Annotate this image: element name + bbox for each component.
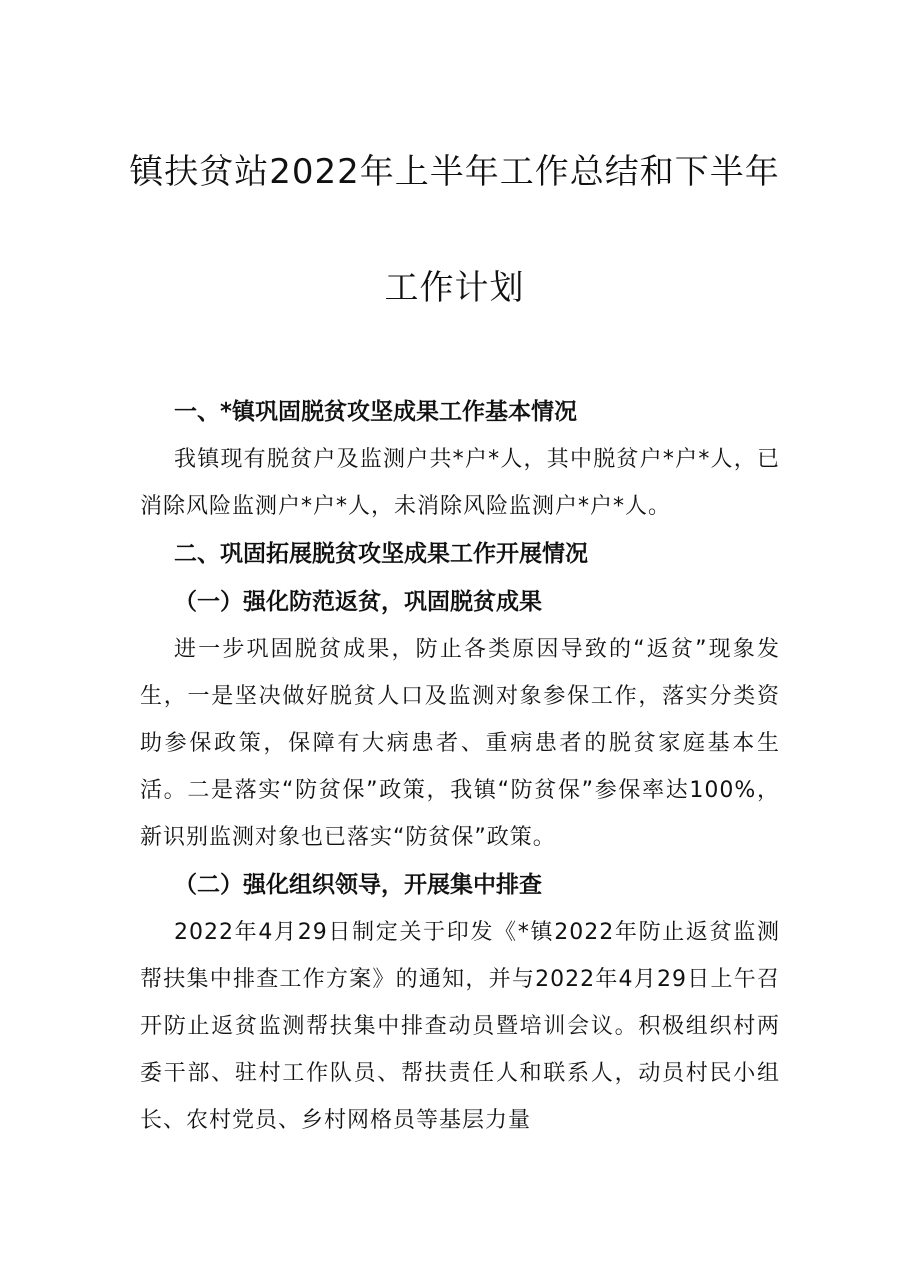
document-title-line-1: 镇扶贫站2022年上半年工作总结和下半年 — [129, 152, 780, 192]
subsection-paragraph-1: 进一步巩固脱贫成果，防止各类原因导致的“返贫”现象发生，一是坚决做好脱贫人口及监测对象参保工作，落实分类资助参保政策，保障有大病患者、重病患者的脱贫家庭基本生活。二是落实“防贫保”政策，我镇“防贫保”参保率达100%，新识别监测对象也已落实“防贫保”政策。 — [140, 637, 780, 850]
section-heading-1: 一、*镇巩固脱贫攻坚成果工作基本情况 — [174, 399, 578, 425]
document-body — [140, 388, 780, 1144]
subsection-paragraph-2: 2022年4月29日制定关于印发《*镇2022年防止返贫监测帮扶集中排查工作方案》的通知，并与2022年4月29日上午召开防止返贫监测帮扶集中排查动员暨培训会议。积极组织村两委干部、驻村工作队员、帮扶责任人和联系人，动员村民小组长、农村党员、乡村网格员等基层力量 — [140, 920, 780, 1133]
document-title-line-2: 工作计划 — [384, 268, 525, 308]
subsection-heading-1: （一）强化防范返贫，巩固脱贫成果 — [174, 589, 542, 615]
section-paragraph-1: 我镇现有脱贫户及监测户共*户*人，其中脱贫户*户*人，已消除风险监测户*户*人，未消除风险监测户*户*人。 — [140, 447, 780, 519]
section-heading-2: 二、巩固拓展脱贫攻坚成果工作开展情况 — [174, 541, 588, 567]
subsection-heading-2: （二）强化组织领导，开展集中排查 — [174, 872, 542, 898]
